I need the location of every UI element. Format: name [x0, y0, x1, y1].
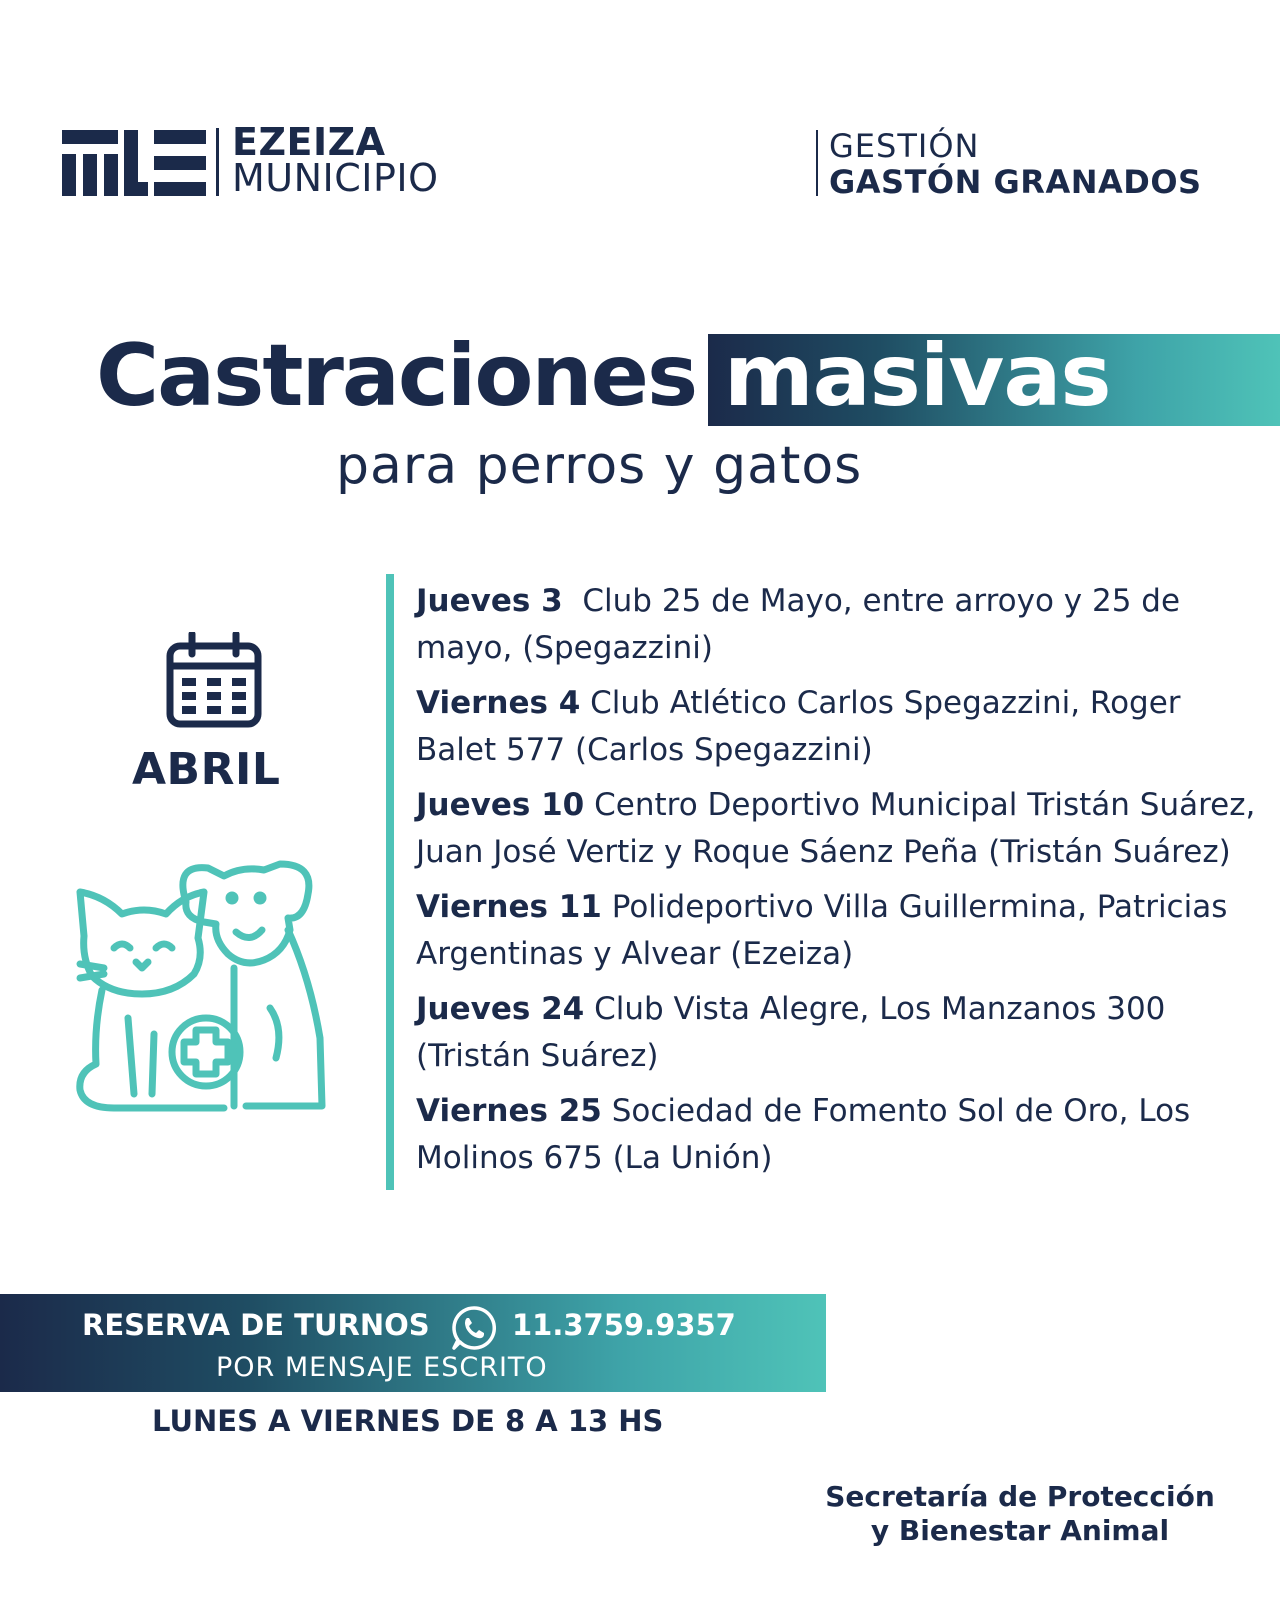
month-label: ABRIL — [132, 744, 281, 795]
schedule-item — [416, 884, 1256, 978]
logo-line-municipio: MUNICIPIO — [232, 156, 439, 200]
schedule-place: Club Vista Alegre, Los Manzanos 300 (Tristán Suárez) — [416, 991, 1166, 1074]
title-main: Castraciones — [96, 326, 697, 426]
schedule-day: Viernes 25 — [416, 1093, 602, 1129]
phone-number[interactable]: 11.3759.9357 — [512, 1308, 736, 1342]
schedule-place: Polideportivo Villa Guillermina, Patricias Argentinas y Alvear (Ezeiza) — [416, 889, 1228, 972]
schedule-item — [416, 782, 1256, 876]
schedule-place: Club Atlético Carlos Spegazzini, Roger Balet 577 (Carlos Spegazzini) — [416, 685, 1181, 768]
schedule-day: Viernes 11 — [416, 889, 602, 925]
logo-line-ezeiza: EZEIZA — [232, 120, 386, 164]
schedule-item — [416, 1088, 1256, 1182]
reservation-hours: LUNES A VIERNES DE 8 A 13 HS — [152, 1404, 664, 1438]
schedule-place: Sociedad de Fomento Sol de Oro, Los Molinos 675 (La Unión) — [416, 1093, 1191, 1176]
schedule-day: Jueves 3 — [416, 583, 563, 619]
municipality-name — [232, 120, 439, 200]
schedule-accent-bar — [386, 574, 394, 1190]
secretaria-line-2: y Bienestar Animal — [870, 1514, 1170, 1547]
schedule-day: Viernes 4 — [416, 685, 581, 721]
cat-dog-vet-cross-icon — [74, 858, 336, 1112]
whatsapp-icon — [450, 1304, 498, 1352]
schedule-item — [416, 680, 1256, 774]
schedule-place: Centro Deportivo Municipal Tristán Suárez, Juan José Vertiz y Roque Sáenz Peña (Tristán Suárez) — [416, 787, 1256, 870]
reservation-label: RESERVA DE TURNOS — [82, 1308, 430, 1342]
calendar-icon — [166, 632, 262, 728]
reservation-note: POR MENSAJE ESCRITO — [216, 1352, 548, 1383]
schedule-list — [416, 578, 1256, 1190]
schedule-item — [416, 578, 1256, 672]
gestion-name: GASTÓN GRANADOS — [829, 163, 1202, 201]
secretaria-line-1: Secretaría de Protección — [825, 1480, 1215, 1513]
subtitle: para perros y gatos — [336, 436, 863, 496]
schedule-day: Jueves 10 — [416, 787, 585, 823]
gestion-label: GESTIÓN — [829, 127, 980, 165]
gestion-block — [829, 128, 1202, 200]
ezeiza-municipio-logo-icon — [62, 130, 206, 196]
schedule-place: Club 25 de Mayo, entre arroyo y 25 de mayo, (Spegazzini) — [416, 583, 1181, 666]
logo-divider — [216, 128, 219, 196]
title-accent: masivas — [724, 326, 1111, 426]
gestion-divider — [816, 130, 818, 196]
secretaria-signature — [820, 1480, 1220, 1548]
schedule-item — [416, 986, 1256, 1080]
schedule-day: Jueves 24 — [416, 991, 585, 1027]
